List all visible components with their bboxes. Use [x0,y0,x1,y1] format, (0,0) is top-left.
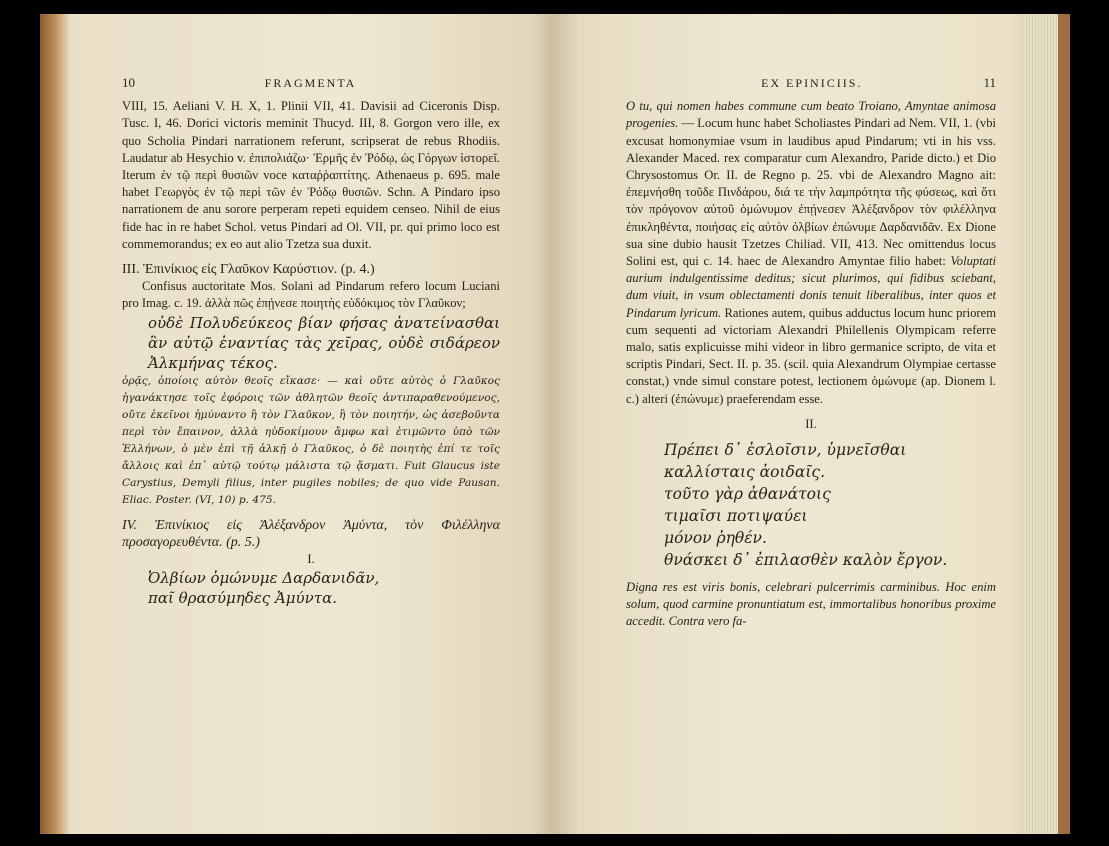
left-running-head [122,74,500,92]
section-2-number: II. [805,416,817,431]
verse-line-2: παῖ θρασύμηδες Ἀμύντα. [148,589,337,608]
right-running-head [626,74,996,92]
latin-translation-2: Digna res est viris bonis, celebrari pulcerrimis carminibus. Hoc enim solum, quod carmine pronuntiatum est, immortalibus honoribus proxime accedit. Contra vero fa- [626,580,996,629]
verse-line: τιμαῖσι ποτιψαύει [664,507,808,526]
section-3-body: ὁρᾷς, ὁποίοις αὐτὸν θεοῖς εἴκασε· — καὶ οὔτε αὐτὸς ὁ Γλαῦκος ἠγανάκτησε τοῖς ἐφόροις τῶν ἀθλητῶν θεοῖς ἀντιπαραθενούμενος, οὔτε ἐκεῖνοι ἠμύναντο ἢ τὸν Γλαῦκον, ἢ τὸν ποιητήν, ὡς ἀσεβοῦντα περὶ τὸν ἔπαινον, ἀλλὰ ηὐδοκίμουν ἄμφω καὶ ἐτιμῶντο ὑπὸ τῶν Ἑλλήνων, ὁ μὲν ἐπὶ τῇ ἀλκῇ ὁ Γλαῦκος, ὁ δὲ ποιητὴς ἐπί τε τοῖς ἄλλοις καὶ ἐπ᾽ αὐτῷ τούτῳ μάλιστα τῷ ᾄσματι. Fuit Glaucus iste Carystius, Demyli filius, inter pugiles nobiles; de quo vide Pausan. Eliac. Poster. (VI, 10) p. 475. [122,374,500,506]
left-page-number: 10 [122,75,135,90]
book-cover-edge [1058,14,1070,834]
verse-block [626,439,996,571]
right-header-title: EX EPINICIIS. [761,76,863,90]
commentary-tail: Rationes autem, quibus adductus locum hunc priorem cum sequenti ad victoriam Alexandri Philellenis Olympicam referre malo, satis explicuisse mihi videor in libro germanice scripto, de vita et scriptis Pindari, Sect. II. p. 35. (scil. quia Alexandrum Olympiae certasse constat,) vnde simul constare potest, lectionem ὁμώνυμε (ap. Dionem l. c.) alteri (ἐπώνυμε) praeferendam esse. [626,305,996,406]
solinus-quote: Voluptati aurium indulgentissime deditus; sicut plurimos, qui fidibus sciebant, dum viuit, in vsum oblectamenti donis tenuit liberalibus, inter quos et Pindarum lyricum. [626,254,996,320]
left-paragraph-1: VIII, 15. Aeliani V. H. X, 1. Plinii VII, 41. Davisii ad Ciceronis Disp. Tusc. I, 46. Dorici victoris meminit Thucyd. III, 8. Gorgon vero ille, ex quo Scholia Pindari narrationem referunt, scripserat de rebus Rhodiis. Laudatur ab Hesychio v. ἐπιπολιάζω· Ἑρμῆς ἐν Ῥόδῳ, ὡς Γόργων ἱστορεῖ. Iterum ἐν τῷ περὶ θυσιῶν voce καταῤῥαπτίτης. Athenaeus p. 695. male habet Γεωργὸς ἐν τῷ περὶ τῶν ἐν Ῥόδῳ θυσιῶν. Schn. A Pindaro ipso narrationem de anu sorore perperam repeti equidem censeo. Nihil de eius fide hac in re habet Schol. vetus Pindari ad Ol. VII, pr. qui primo loco est commemorandus; ex eo aut alio Tzetza sua duxit. [122,99,500,251]
right-page [553,14,1070,834]
right-page-content [626,74,996,631]
left-page [40,14,553,834]
left-header-title: FRAGMENTA [264,76,357,90]
verse-line: μόνον ῥηθέν. [664,529,767,548]
latin-translation-1: O tu, qui nomen habes commune cum beato Troiano, Amyntae animosa progenies. [626,99,996,131]
verse-line: Πρέπει δ᾽ ἐσλοῖσιν, ὑμνεῖσθαι [664,441,907,460]
verse-line: καλλίσταις ἀοιδαῖς. [664,463,826,482]
commentary-text: — Locum hunc habet Scholiastes Pindari ad Nem. VII, 1. (vbi excusat homonymiae vsum in laudibus apud Pindarum; vti in his vss. Alexander Maced. rex comparatur cum Alexandro, Paride dicto.) et Dio Chrysostomus Or. II. de Regno p. 25. vbi de Alexandro Magno ait: ἐπεμνήσθη τοῦδε Πινδάρου, διά τε τὴν λαμπρότητα τῆς φύσεως, καὶ ὅτι τὸν πρόγονον αὐτοῦ ὁμώνυμον ἐπῄνεσεν Ἀλέξανδρον τὸν φιλέλληνα ἐπικληθέντα, ποιήσας εἰς αὐτὸν ὀλβίων ἐπώνυμε Δαρδανιδᾶν. Ex Dione sua sine dubio hausit Tzetzes Chiliad. VII, 413. Nec omittendus locus Solini est, qui c. 14. haec de Alexandro Amyntae filio habet: [626,116,996,269]
greek-quote-1: οὐδὲ Πολυδεύκεος βίαν φήσας ἀνατείνασθαι ἂν αὐτῷ ἐναντίας τὰς χεῖρας, οὐδὲ σιδάρεον Ἀλκμήνας τέκος. [148,313,500,372]
section-4-number: I. [307,552,315,567]
section-3-intro: Confisus auctoritate Mos. Solani ad Pindarum refero locum Luciani pro Imag. c. 19. ἀλλὰ πῶς ἐπῄνεσε ποιητὴς εὐδόκιμος τὸν Γλαῦκον; [122,279,500,311]
left-page-content [122,74,500,608]
right-paragraph-1 [626,98,996,408]
verse-line: τοῦτο γὰρ ἀθανάτοις [664,485,831,504]
open-book [40,14,1070,834]
verse-line-1: Ὀλβίων ὁμώνυμε Δαρδανιδᾶν, [148,569,380,588]
section-3-title: III. Ἐπινίκιος εἰς Γλαῦκον Καρύστιον. (p. 4.) [122,262,375,278]
right-page-number: 11 [983,75,996,90]
section-4-title: IV. Ἐπινίκιος εἰς Ἀλέξανδρον Ἀμύντα, τὸν Φιλέλληνα προσαγορευθέντα. (p. 5.) [122,517,500,550]
verse-line: θνάσκει δ᾽ ἐπιλασθὲν καλὸν ἔργον. [664,551,948,570]
